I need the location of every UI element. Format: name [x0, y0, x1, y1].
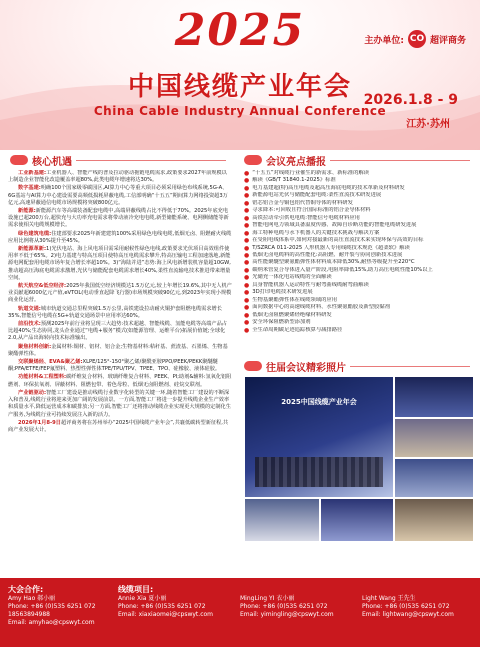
bullet-icon: ●: [244, 326, 250, 334]
paragraph-text: 碳纤维复合材料、玻璃纤维复合材料、PEEK、PI;助剂&辅料:氢氧化铝阻燃剂、环保抗氧剂、屏蔽材料、阻燃包带、着色母粒、低烟无卤阻燃剂、硅烷交联剂。: [8, 374, 232, 388]
highlight-text: 具身智能机器人运动特性与耐弯曲线缆耐弯曲解读: [252, 281, 369, 288]
bullet-icon: ●: [244, 304, 250, 312]
bullet-icon: ●: [244, 207, 250, 215]
bullet-icon: ●: [244, 296, 250, 304]
highlight-item: [244, 170, 474, 177]
conference-stage-photo: [244, 376, 394, 498]
highlight-item: [244, 192, 474, 199]
paragraph-label: 新能源革新:: [18, 246, 47, 253]
paragraph-text: 2025年我国低空经济规模达1.5万亿元,较上年增长19.6%,其中无人机产业贡献超6000亿元产值,eVTOL(电动垂直起降飞行器)市场规模突破90亿元,到2023年实现小规模商业化运营。: [8, 283, 232, 304]
opportunity-paragraph: [8, 170, 232, 184]
bullet-icon: ●: [244, 199, 250, 207]
contact-heading: 大会合作:: [8, 585, 44, 594]
contact-heading: 线缆项目:: [118, 585, 154, 594]
highlight-text: 3D打印电缆技术研发进展: [252, 289, 313, 296]
opportunity-paragraph: [8, 185, 232, 207]
highlight-text: 智能电网电力领域具备温度传感、故障自诊断功能的智能电缆研发进展: [252, 222, 417, 229]
highlight-item: [244, 237, 474, 244]
event-date: 2026.1.8 - 9: [363, 92, 458, 108]
exhibition-photo: [244, 498, 320, 542]
section-header-photos: [244, 358, 470, 374]
bullet-icon: ●: [244, 319, 250, 327]
paragraph-label: 2026年1月8-9日: [18, 419, 61, 426]
bullet-icon: ●: [244, 177, 250, 185]
contact-name: Amy Hao 郝小丽: [8, 595, 56, 602]
section-divider: [330, 160, 470, 161]
bullet-icon: ●: [244, 251, 250, 259]
paragraph-text: XLPE/125°-150°聚乙烯/聚酰亚胺PPO/PEEK/PEKK聚醚醚酮;PFA/ETFE/FEP氟塑料、热塑性弹性体TPE/TPU/TPV、TPEE、TPO、硅橡胶、液体硅胶。: [8, 359, 221, 373]
hero-banner: [0, 0, 480, 150]
highlight-text: 低烟无卤电缆料的高性能化:高阻燃、耐开裂与协同创新技术进展: [252, 251, 403, 258]
opportunity-paragraph: [8, 208, 232, 230]
highlight-text: 寻求降本:可回收且符合国际标准的铝合金导体材料: [252, 207, 371, 214]
speaker-photo: [394, 376, 474, 418]
highlight-text: “十五五”对线缆行业催生的新需求、新标准的解读: [252, 170, 369, 176]
event-location: 江苏·苏州: [406, 119, 450, 130]
paragraph-label: 聚焦材料创新:: [18, 343, 52, 350]
bullet-icon: ●: [244, 192, 250, 200]
paragraph-text: 新能源汽车等高端装备配套电缆中,高端屏蔽线缆占比不得低于70%。2025年底充电设施已超200万台,超快充与大功率充电需求将带动液冷充电电缆,新型储能系统、电网侧储能等新需求使相关电缆规模增长。: [8, 208, 229, 229]
highlight-text: T/SZRCA 011-2025 人形机器人专用线缆技术规范《超柔软》解读: [252, 244, 410, 251]
paragraph-text: 超评商务将在苏州举办“2025中国线缆产业年会”,共襄低碳转型新征程,共商产业发展大计。: [8, 419, 229, 433]
contact-name: MingLing YI 衣小丽: [240, 595, 295, 602]
highlight-item: [244, 177, 474, 184]
highlight-item: [244, 222, 474, 229]
highlight-text: 新能源电站光伏与储能配套电缆:柔性直流技术研发进展: [252, 192, 382, 199]
organizer-label: 主办单位:: [364, 35, 404, 46]
organizer-name: 超评商务: [429, 35, 466, 46]
section-divider: [76, 160, 226, 161]
conference-title-cn: 中国线缆产业年会: [127, 72, 352, 102]
contact-footer: [0, 578, 480, 647]
organizer: [364, 30, 466, 48]
paragraph-text: 明确100个国家级零碳园区,AI算力中心等重大项目必须采用绿色布线系统,5G-A、6G基站与AI算力中心建设需要高频低损耗屏蔽电缆,工信部明确“十五五”期间算力网络投资超3万亿元,高速屏蔽通信电缆市场规模将突破800亿元。: [8, 185, 228, 206]
audience-seats: [255, 457, 383, 487]
opportunity-paragraph: [8, 246, 232, 282]
opportunity-paragraph: [8, 374, 232, 388]
organizer-logo-icon: CO: [408, 30, 426, 48]
highlight-item: [244, 245, 474, 252]
highlight-text: 生物基聚酯弹性体在线缆领域的应用: [252, 296, 338, 303]
paragraph-text: 金属材料:铜材、铝材、铝合金;生物基材料:秸秆基、蔗渣基、石墨烯、生物基聚酯弹性体。: [8, 343, 228, 357]
highlight-text: 高铁拉动牵引供电电缆:智能信号电缆材料应用: [252, 214, 360, 221]
contact-phone: Phone: +86 (0)535 6251 072: [240, 603, 328, 610]
highlight-text: 在受阻电线体系中,如何对接最新的高压直流技术来实现环保与高效的目标: [252, 237, 424, 244]
paragraph-label: 数字基建:: [18, 185, 41, 192]
opportunity-paragraph: [8, 231, 232, 245]
audience-photo: [394, 418, 474, 458]
contact-project-2: [240, 595, 334, 619]
paragraph-label: 交联聚烯烃、EVA&聚乙烯:: [18, 359, 83, 366]
highlight-item: [244, 207, 474, 214]
panel-photo: [394, 458, 474, 498]
opportunity-paragraph: [8, 283, 232, 305]
paragraph-label: 功能材料&工程塑料:: [18, 374, 67, 381]
opportunity-paragraph: [8, 344, 232, 358]
contact-phone: Phone: +86 (0)535 6251 072: [118, 603, 206, 610]
highlight-item: [244, 274, 474, 281]
bullet-icon: ●: [244, 311, 250, 319]
highlight-item: [244, 185, 474, 192]
highlight-text: 面向数据中心的高速线缆材料、水性聚氨酯胶及新型胶黏剂: [252, 304, 390, 311]
bullet-icon: ●: [244, 281, 250, 289]
paragraph-text: 1)光伏电站、海上风电项目需采用耐候性绿色电线,政策要求光伏项目高效组件使用率不低于65%。2)电力基建与特高压项目使特高压电缆需求攀升,特高压输电工程加速落地,新能源电网配套用电缆市场年复合增长率超10%。3)“海陆并进”态势:海上风电新增装机容量超10GW,推动超高压海底电缆需求激增,光伏与储能配套电缆需求增长40%,柔性直流输电技术推进带来增量空间。: [8, 246, 231, 281]
opportunity-paragraph: [8, 359, 232, 373]
contact-email[interactable]: Email: lightwang@cpswyt.com: [362, 611, 454, 618]
opportunities-text: [8, 170, 232, 570]
paragraph-label: 前沿技术:: [18, 321, 41, 328]
contact-mobile: 18563894988: [8, 611, 50, 618]
highlight-text: 安全环保阻燃新型添加剂: [252, 319, 311, 326]
bullet-icon: ●: [244, 289, 250, 297]
hall-photo: [320, 498, 394, 542]
contact-email[interactable]: Email: yimingling@cpswyt.com: [240, 611, 334, 618]
opportunity-paragraph: [8, 306, 232, 320]
highlight-text: 高性能聚醚型聚氨酯弹性体材料成本降低30%,耐热等级提升至220°C: [252, 259, 415, 266]
paragraph-text: 智能工厂建设是推动线缆行业数字化转型的关键一环,随着智能工厂建设的不断深入和普及,线缆行业将迎来更加广阔的发展前景。一方面,智能工厂将进一步提升线缆企业生产效率和质量水平,降低运营成本和碳排放;另一方面,智能工厂还将推动线缆企业实现更大规模的定制化生产服务,为线缆行业可持续发展注入新的活力。: [8, 389, 231, 418]
section-title: 会议亮点播报: [266, 156, 326, 168]
contact-email[interactable]: Email: xiaxiaomei@cpswyt.com: [118, 611, 214, 618]
bullet-icon: ●: [244, 229, 250, 237]
bullet-icon: ●: [244, 214, 250, 222]
highlights-list: [244, 170, 474, 334]
contact-phone: Phone: +86 (0)535 6251 072: [362, 603, 450, 610]
paragraph-label: 绿色建筑电缆:: [18, 230, 52, 237]
highlight-item: [244, 319, 474, 326]
highlight-item: [244, 327, 474, 334]
section-divider: [350, 366, 470, 367]
contact-name: Light Wang 王先生: [362, 595, 416, 602]
highlight-text: 全生命周期碳足迹追踪核算与减排路径: [252, 326, 343, 333]
highlight-item: [244, 252, 474, 259]
highlight-text: 碳纳米管复合导体进入量产阶段,电阻率降低15%,助力高压电缆性能10%以上: [252, 266, 433, 273]
networking-photo: [394, 498, 474, 542]
bullet-icon: ●: [244, 237, 250, 245]
highlight-item: [244, 312, 474, 319]
section-header-opportunities: [10, 152, 226, 168]
contact-project-1: [118, 584, 213, 619]
highlight-text: 海工特种电缆与水下机器人的关键技术挑战与解决方案: [252, 229, 380, 236]
opportunity-paragraph: [8, 390, 232, 419]
conference-title-en: China Cable Industry Annual Conference: [93, 104, 387, 118]
bullet-icon: ●: [244, 244, 250, 252]
section-pill-icon: [244, 361, 262, 371]
highlight-item: [244, 282, 474, 289]
highlight-item: [244, 215, 474, 222]
year-graphic: 2025: [174, 5, 306, 56]
opportunity-paragraph: [8, 321, 232, 343]
section-title: 往届会议精彩照片: [266, 362, 346, 374]
highlight-item: [244, 200, 474, 207]
paragraph-text: 城市轨道交通总里程突破1.5万公里,高铁建设拉动耐火铜护套阻燃电缆需求增长35%,智能信号电缆在5G+轨道交通场景中应用率达60%。: [8, 305, 222, 319]
paragraph-label: 工业新基建:: [18, 170, 47, 176]
bullet-icon: ●: [244, 170, 250, 177]
highlight-item: [244, 289, 474, 296]
paragraph-label: 轨道交通:: [18, 305, 41, 312]
paragraph-label: 新能源:: [18, 208, 36, 215]
paragraph-text: 住建部要求2025年新建建筑100%采用绿色电线电缆,低烟无卤、阻燃耐火线缆应用比例将从30%提升至45%。: [8, 230, 232, 244]
stage-banner-text: 2025中国线缆产业年会: [281, 398, 357, 406]
highlight-item: [244, 304, 474, 311]
bullet-icon: ●: [244, 222, 250, 230]
highlight-text: 低烟无卤阻燃聚烯烃绝缘材料研发: [252, 311, 332, 318]
paragraph-text: 工业机器人、智能产线的普及拉动驱动拖链电缆需求,政策要求2027年前规模以上制造企业智能化改造覆盖率超80%,此类电缆年增速将达30%。: [8, 170, 227, 184]
contact-email[interactable]: Email: amyhao@cpswyt.com: [8, 619, 95, 626]
paragraph-label: 产业链驱动:: [18, 389, 47, 396]
section-pill-icon: [10, 155, 28, 165]
contact-phone: Phone: +86 (0)535 6251 072: [8, 603, 96, 610]
section-header-highlights: [244, 152, 470, 168]
highlight-item: [244, 259, 474, 266]
section-pill-icon: [244, 155, 262, 165]
highlight-item: [244, 267, 474, 274]
contact-project-3: [362, 595, 454, 619]
highlight-text: 电力基建超(特)高压电缆及超高压海底电缆的技术革新及材料研发: [252, 184, 405, 191]
highlight-item: [244, 297, 474, 304]
section-title: 核心机遇: [32, 156, 72, 168]
bullet-icon: ●: [244, 266, 250, 274]
contact-name: Annie Xia 夏小丽: [118, 595, 167, 602]
paragraph-text: 预测2025年前行业将呈现三大趋势:技术超越、智能线缆、氢能电缆等高端产品占比超40%;生态协同,龙头企业通过“电缆+服务”模式(如能源管理、运维平台)拓展价值链;全球化2.0,从产品出海转向技术标准输出。: [8, 321, 227, 342]
bullet-icon: ●: [244, 259, 250, 267]
bullet-icon: ●: [244, 274, 250, 282]
bullet-icon: ●: [244, 184, 250, 192]
highlight-item: [244, 230, 474, 237]
highlight-text: 解读《GB/T 31840.1-2025》标准: [252, 177, 336, 184]
opportunity-paragraph: [8, 420, 232, 434]
contact-cooperation: [8, 584, 96, 627]
highlight-text: 铝芯铝合金与铜包铝代替铜导体的材料研发: [252, 199, 353, 206]
paragraph-label: 航天航空&低空经济:: [18, 283, 67, 290]
highlight-text: 光储充一体化电站线缆的全面解读: [252, 274, 332, 281]
photo-gallery: [244, 376, 472, 566]
